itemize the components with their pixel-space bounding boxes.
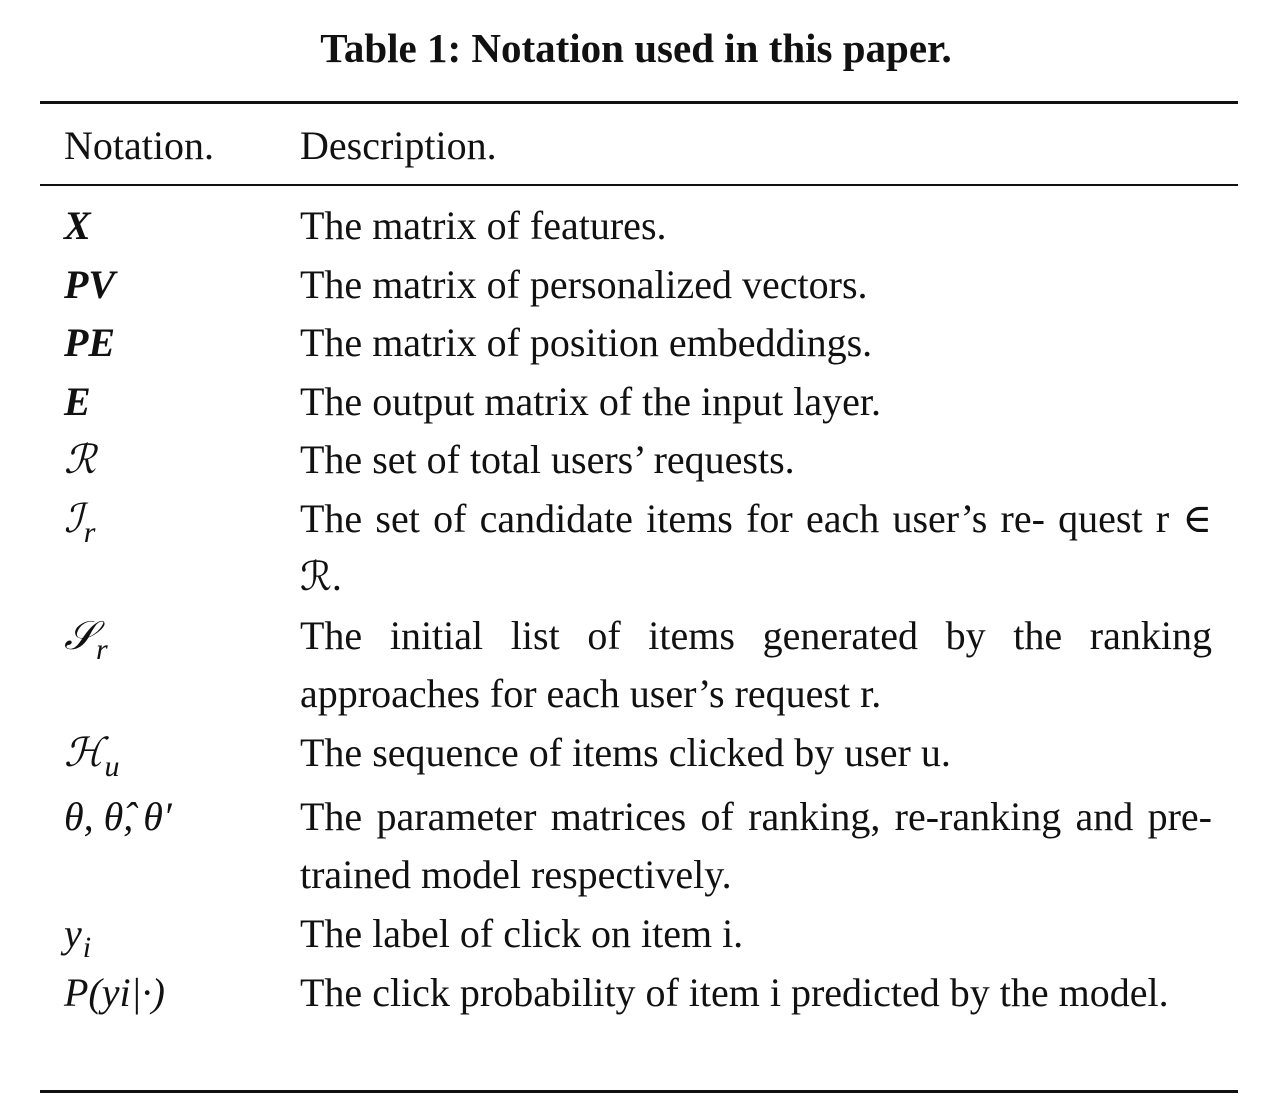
header-description: Description. <box>300 123 497 168</box>
notation-symbol: PE <box>64 320 116 365</box>
notation-cell <box>64 314 290 372</box>
notation-symbol: E <box>64 379 91 424</box>
description-cell: The set of candidate items for each user’s re- quest r ∈ ℛ. <box>300 496 1212 599</box>
notation-cell <box>64 964 290 1022</box>
notation-subscript: i <box>82 931 92 964</box>
bottom-rule <box>40 1090 1238 1093</box>
table-header-row <box>0 118 1272 174</box>
notation-cell <box>64 490 290 552</box>
notation-cell <box>64 607 290 669</box>
description-cell: The sequence of items clicked by user u. <box>300 730 951 775</box>
description-cell: The matrix of features. <box>300 203 667 248</box>
notation-cell <box>64 788 290 846</box>
description-cell: The output matrix of the input layer. <box>300 379 881 424</box>
notation-cell <box>64 905 290 967</box>
table-caption: Table 1: Notation used in this paper. <box>320 25 952 71</box>
notation-cell <box>64 724 290 786</box>
notation-cell <box>64 197 290 255</box>
description-cell: The label of click on item i. <box>300 911 744 956</box>
description-cell: The parameter matrices of ranking, re-ranking and pre-trained model respectively. <box>300 794 1212 897</box>
notation-symbol: ℋ <box>64 730 104 776</box>
description-cell: The initial list of items generated by the ranking approaches for each user’s request r. <box>300 613 1212 716</box>
notation-symbol: θ, θ̂, θ′ <box>64 794 172 839</box>
description-cell: The set of total users’ requests. <box>300 437 795 482</box>
notation-subscript: r <box>83 516 96 549</box>
notation-symbol: PV <box>64 262 116 307</box>
top-rule <box>40 101 1238 104</box>
header-rule <box>40 184 1238 186</box>
description-cell: The click probability of item i predicted by the model. <box>300 970 1169 1015</box>
notation-cell <box>64 373 290 431</box>
notation-cell <box>64 256 290 314</box>
notation-subscript: u <box>104 750 120 783</box>
notation-symbol: ℛ <box>64 437 96 483</box>
notation-symbol: y <box>64 911 82 956</box>
description-cell: The matrix of position embeddings. <box>300 320 873 365</box>
notation-symbol: ℐ <box>64 496 83 542</box>
notation-cell <box>64 431 290 489</box>
header-notation: Notation. <box>64 123 214 168</box>
notation-subscript: r <box>95 633 108 666</box>
notation-symbol: 𝒮 <box>64 613 95 659</box>
description-cell: The matrix of personalized vectors. <box>300 262 868 307</box>
notation-symbol: X <box>64 203 91 248</box>
notation-symbol: P(yi|·) <box>64 970 165 1015</box>
